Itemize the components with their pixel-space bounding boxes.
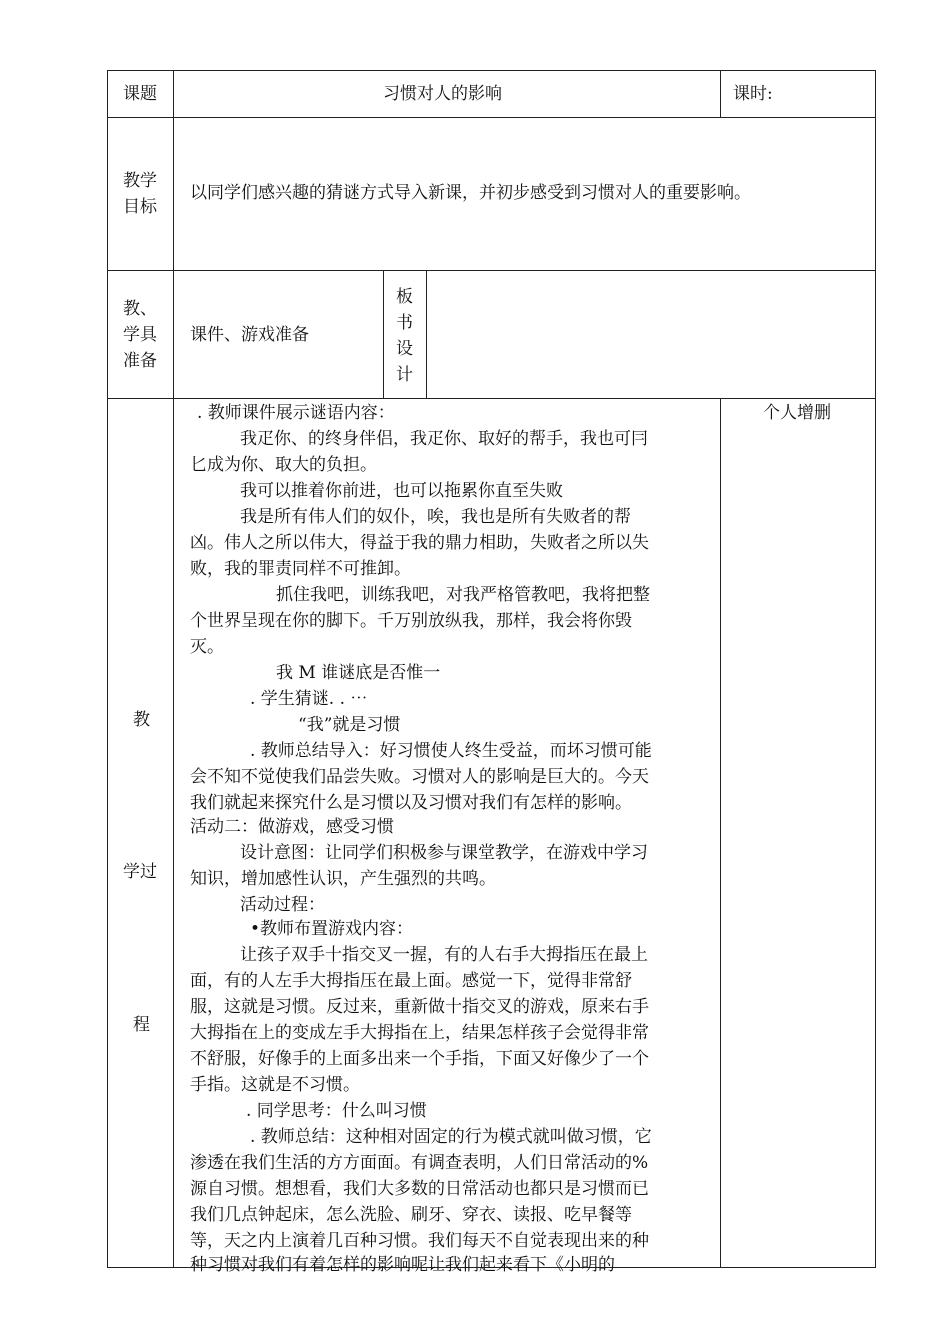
board-label-right-divider: [426, 270, 427, 399]
process-line-9: 个世界呈现在你的脚下。千万别放纵我，那样，我会将你毁: [190, 611, 632, 631]
prep-materials-text: 课件、游戏准备: [190, 325, 309, 345]
row-divider-2: [107, 270, 876, 271]
process-line-24: 服，这就是习惯。反过来，重新做十指交叉的游戏，原来右手: [190, 997, 649, 1017]
period-label: 课时:: [733, 84, 773, 104]
process-line-21: •教师布置游戏内容：: [250, 919, 414, 939]
label-column-divider: [173, 70, 174, 1268]
table-border-left: [107, 70, 108, 1268]
process-line-22: 让孩子双手十指交叉一握，有的人右手大拇指压在最上: [240, 945, 648, 965]
process-line-30: 渗透在我们生活的方方面面。有调查表明，人们日常活动的%: [190, 1153, 649, 1173]
process-label-char-1: 教: [133, 710, 150, 730]
process-line-10: 灭。: [190, 637, 224, 657]
board-label-char-1: 板: [396, 287, 413, 307]
topic-label: 课题: [123, 84, 157, 104]
process-line-25: 大拇指在上的变成左手大拇指在上，结果怎样孩子会觉得非常: [190, 1023, 649, 1043]
process-line-17: 活动二：做游戏，感受习惯: [190, 817, 394, 837]
process-line-28: . 同学思考：什么叫习惯: [246, 1101, 427, 1121]
process-line-13: “我”就是习惯: [298, 715, 401, 735]
process-line-14: . 教师总结导入：好习惯使人终生受益，而坏习惯可能: [250, 741, 652, 761]
process-line-26: 不舒服，好像手的上面多出来一个手指，下面又好像少了一个: [190, 1049, 649, 1069]
board-label-char-2: 书: [396, 313, 413, 333]
process-line-16: 我们就起来探究什么是习惯以及习惯对我们有怎样的影响。: [190, 793, 632, 813]
process-label-char-3: 程: [133, 1015, 150, 1035]
process-line-20: 活动过程：: [240, 895, 325, 915]
prep-label-line-3: 准备: [123, 351, 157, 371]
process-line-12: . 学生猜谜. . ⋯: [250, 689, 368, 709]
row-divider-3: [107, 398, 876, 399]
process-line-11: 我 M 谁谜底是否惟一: [276, 663, 441, 683]
board-label-left-divider: [383, 270, 384, 399]
process-line-27: 手指。这就是不习惯。: [190, 1075, 360, 1095]
process-line-19: 知识，增加感性认识，产生强烈的共鸣。: [190, 869, 496, 889]
period-column-divider: [720, 70, 721, 118]
prep-label-line-1: 教、: [123, 299, 157, 319]
objective-text: 以同学们感兴趣的猜谜方式导入新课，并初步感受到习惯对人的重要影响。: [190, 183, 751, 203]
process-line-3: 匕成为你、取大的负担。: [190, 455, 377, 475]
process-line-8: 抓住我吧，训练我吧，对我严格管教吧，我将把整: [276, 585, 650, 605]
process-line-18: 设计意图：让同学们积极参与课堂教学，在游戏中学习: [240, 843, 648, 863]
process-line-1: . 教师课件展示谜语内容：: [197, 403, 395, 423]
row-divider-1: [107, 117, 876, 118]
board-label-char-4: 计: [396, 365, 413, 385]
process-line-29: . 教师总结：这种相对固定的行为模式就叫做习惯，它: [250, 1127, 652, 1147]
process-line-5: 我是所有伟人们的奴仆，唉，我也是所有失败者的帮: [240, 507, 631, 527]
board-label-char-3: 设: [396, 339, 413, 359]
objective-label-line-2: 目标: [123, 197, 157, 217]
process-line-31: 源自习惯。想想看，我们大多数的日常活动也都只是习惯而已: [190, 1179, 649, 1199]
process-line-32: 我们几点钟起床，怎么洗脸、刷牙、穿衣、读报、吃早餐等: [190, 1205, 632, 1225]
process-line-33: 等，天之内上演着几百种习惯。我们每天不自觉表现出来的种: [190, 1231, 649, 1251]
process-line-34: 种习惯对我们有着怎样的影响呢让我们起来看下《小明的: [190, 1255, 615, 1275]
process-line-15: 会不知不觉使我们品尝失败。习惯对人的影响是巨大的。今天: [190, 767, 649, 787]
topic-title: 习惯对人的影响: [383, 84, 502, 104]
objective-label-line-1: 教学: [123, 171, 157, 191]
side-notes-divider: [720, 398, 721, 1268]
process-label-char-2: 学过: [123, 862, 157, 882]
prep-label-line-2: 学具: [123, 325, 157, 345]
process-line-7: 败，我的罪责同样不可推卸。: [190, 559, 411, 579]
table-border-right: [875, 70, 876, 1268]
process-line-4: 我可以推着你前进，也可以拖累你直至失败: [240, 481, 563, 501]
process-line-2: 我疋你、的终身伴侣，我疋你、取好的帮手，我也可冃: [240, 429, 648, 449]
process-line-23: 面，有的人左手大拇指压在最上面。感觉一下，觉得非常舒: [190, 971, 632, 991]
process-line-6: 凶。伟人之所以伟大，得益于我的鼎力相助，失败者之所以失: [190, 533, 649, 553]
personal-edits-header: 个人增删: [763, 403, 831, 423]
table-border-top: [107, 70, 876, 71]
